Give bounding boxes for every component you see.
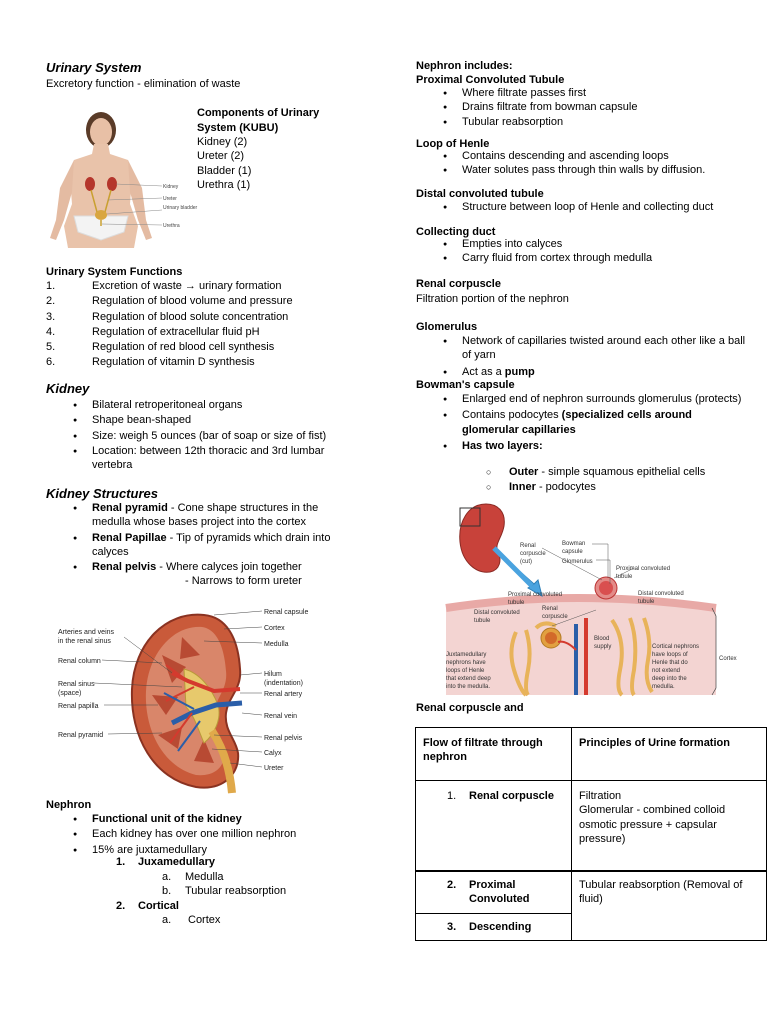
loop-heading: Loop of Henle <box>416 138 490 150</box>
label-arteries-veins-2: in the renal sinus <box>58 638 111 645</box>
nephron-sub2a-letter: a. <box>162 914 172 926</box>
list-item: ● Network of capillaries twisted around each other like a ball of yarn <box>416 334 746 363</box>
label-renal-sinus-1: Renal sinus <box>58 681 95 688</box>
list-item: ● Each kidney has over one million nephron <box>46 827 346 841</box>
loop-list <box>416 149 746 178</box>
list-item: ● Water solutes pass through thin walls by diffusion. <box>416 163 746 177</box>
label-distal-r-1: Distal convoluted <box>638 591 684 597</box>
components-heading-1: Components of Urinary <box>197 107 320 119</box>
list-item: ● 15% are juxtamedullary <box>46 843 346 857</box>
nephron-sub1: Juxamedullary <box>138 856 216 868</box>
nephron-sub2-num: 2. <box>116 900 126 912</box>
table-cell-step <box>416 913 572 940</box>
nephron-sub2: Cortical <box>138 900 179 912</box>
kidney-heading: Kidney <box>46 381 90 396</box>
list-item <box>46 531 352 560</box>
structure-term: Renal Papillae <box>92 531 167 544</box>
label-renal-pyramid: Renal pyramid <box>58 732 104 739</box>
nephron-includes: Nephron includes: <box>416 60 513 72</box>
label-juxta-4: that extend deep <box>446 676 491 682</box>
label-renal-artery: Renal artery <box>264 691 303 698</box>
layer-term: Outer <box>509 466 539 478</box>
label-calyx: Calyx <box>264 750 282 757</box>
list-item: ● Enlarged end of nephron surrounds glomerulus (protects) <box>416 392 746 406</box>
step-num: 2. <box>447 879 457 891</box>
label-renal-papilla: Renal papilla <box>58 703 99 710</box>
label-renal-corpuscle-cut-3: (cut) <box>520 559 532 565</box>
label-cortical-3: Henle that do <box>652 660 688 666</box>
label-cortical-4: not extend <box>652 668 681 674</box>
nephron-sub1b: Tubular reabsorption <box>185 885 287 897</box>
label-juxta-1: Juxtamedullary <box>446 652 487 658</box>
nephron-sub1b-letter: b. <box>162 885 172 897</box>
step-num: 1. <box>447 790 457 802</box>
label-cortical-6: medulla. <box>652 684 675 690</box>
label-cortical-5: deep into the <box>652 676 687 682</box>
bowman-layers <box>416 465 746 495</box>
label-renal-corp-2: corpuscle <box>542 614 568 620</box>
table-cell-principle <box>572 871 767 940</box>
function-item <box>46 310 346 324</box>
list-item: ● Empties into calyces <box>416 237 746 251</box>
function-text: Regulation of blood solute concentration <box>92 310 289 323</box>
list-item: ● Drains filtrate from bowman capsule <box>416 100 746 114</box>
label-cortex-figure: Cortex <box>719 656 737 662</box>
label-pct2-2: tubule <box>508 600 525 606</box>
label-ureter-kidney: Ureter <box>264 765 284 772</box>
table-row <box>416 871 767 913</box>
list-item: ● Where filtrate passes first <box>416 86 746 100</box>
kidney-bullets <box>46 398 346 472</box>
list-item <box>416 465 746 479</box>
function-text: Regulation of blood volume and pressure <box>92 295 293 308</box>
nephron-heading: Nephron <box>46 799 92 811</box>
components-heading-2: System (KUBU) <box>197 122 279 134</box>
function-num: 5. <box>46 341 56 354</box>
renal-corpuscle-and: Renal corpuscle and <box>416 702 524 714</box>
label-renal-corpuscle-cut-1: Renal <box>520 543 536 549</box>
corpuscle-heading: Renal corpuscle <box>416 278 501 290</box>
nephron-bullets <box>46 812 346 857</box>
principle-filtration: Filtration <box>579 790 622 802</box>
nephron-sub1a-letter: a. <box>162 871 172 883</box>
dct-list <box>416 200 746 214</box>
bowman-podocytes-pre: Contains podocytes <box>462 409 562 422</box>
label-kidney: Kidney <box>163 184 179 190</box>
label-renal-column: Renal column <box>58 658 101 665</box>
urinary-body-figure <box>46 108 198 250</box>
list-item: ● Shape bean-shaped <box>46 413 346 427</box>
step-num: 3. <box>447 920 457 933</box>
function-item <box>46 355 346 369</box>
function-num: 4. <box>46 325 56 338</box>
function-text: Regulation of extracellular fluid pH <box>92 325 260 338</box>
principle-glomerular: Glomerular - combined colloid osmotic pressure + capsular pressure) <box>579 804 726 845</box>
label-urethra: Urethra <box>163 223 180 229</box>
structure-term: Renal pelvis <box>92 561 157 574</box>
label-arteries-veins-1: Arteries and veins <box>58 629 115 636</box>
list-item: ● Tubular reabsorption <box>416 115 746 129</box>
bowman-podocytes: (specialized cells around glomerular capillaries <box>462 409 692 436</box>
list-item: ● Contains descending and ascending loops <box>416 149 746 163</box>
label-renal-pelvis: Renal pelvis <box>264 735 303 742</box>
label-renal-sinus-2: (space) <box>58 690 82 697</box>
label-urinary-bladder: Urinary bladder <box>163 205 198 211</box>
label-medulla: Medulla <box>264 641 289 648</box>
label-blood-1: Blood <box>594 636 610 642</box>
list-item: ● Functional unit of the kidney <box>46 812 346 826</box>
table-header-principles: Principles of Urine formation <box>572 728 767 781</box>
layer-term: Inner <box>509 481 536 494</box>
table-cell-principle <box>572 781 767 872</box>
glomerulus-heading: Glomerulus <box>416 321 478 333</box>
list-item: ● Bilateral retroperitoneal organs <box>46 398 346 412</box>
table-header-flow: Flow of filtrate through nephron <box>416 728 572 781</box>
label-distal-2: tubule <box>474 618 491 624</box>
page-title: Urinary System <box>46 60 142 75</box>
list-item <box>46 501 352 530</box>
kidney-cross-section-figure <box>54 603 344 793</box>
label-juxta-2: nephrons have <box>446 660 486 666</box>
label-cortical-1: Cortical nephrons <box>652 644 700 650</box>
function-num: 6. <box>46 356 56 369</box>
structures-heading: Kidney Structures <box>46 486 158 501</box>
function-num: 1. <box>46 280 56 292</box>
collecting-list <box>416 237 746 266</box>
nephron-figure <box>416 500 746 695</box>
function-num: 2. <box>46 295 56 308</box>
component-ureter: Ureter (2) <box>197 150 245 162</box>
principle-tubular: Tubular reabsorption (Removal of fluid) <box>579 879 743 906</box>
label-distal-1: Distal convoluted <box>474 610 520 616</box>
layer-desc: - simple squamous epithelial cells <box>538 466 706 478</box>
label-bowman-2: capsule <box>562 549 583 555</box>
glomerulus-pump: pump <box>504 365 535 378</box>
list-item <box>416 408 746 437</box>
list-item <box>416 365 746 379</box>
structure-desc: - Cone shape structures in the medulla whose bases project into the cortex <box>92 502 319 529</box>
function-text: Regulation of vitamin D synthesis <box>92 356 255 369</box>
list-item: ● Size: weigh 5 ounces (bar of soap or size of fist) <box>46 429 346 443</box>
label-bowman-1: Bowman <box>562 541 586 547</box>
function-text: Regulation of red blood cell synthesis <box>92 341 275 354</box>
label-pct-2: tubule <box>616 574 633 580</box>
structures-list <box>46 501 352 574</box>
label-hilum-1: Hilum <box>264 671 282 678</box>
function-text: Excretion of waste → urinary formation <box>92 280 282 292</box>
label-cortical-2: have loops of <box>652 652 688 658</box>
table-row <box>416 728 767 781</box>
list-item: ● Structure between loop of Henle and collecting duct <box>416 200 746 214</box>
glomerulus-list <box>416 334 746 379</box>
function-item <box>46 325 346 339</box>
step-label: Proximal Convoluted <box>469 879 530 906</box>
list-item: ● Location: between 12th thoracic and 3rd lumbar vertebra <box>46 444 346 473</box>
function-item <box>46 340 346 354</box>
bowman-list <box>416 392 746 453</box>
nephron-sub1a: Medulla <box>185 871 224 883</box>
label-cortex: Cortex <box>264 625 285 632</box>
structure-term: Renal pyramid <box>92 502 168 514</box>
functions-list <box>46 279 346 370</box>
table-row <box>416 781 767 872</box>
step-label: Descending <box>469 920 532 933</box>
component-bladder: Bladder (1) <box>197 165 252 177</box>
label-pct-1: Proximal convoluted <box>616 566 671 572</box>
label-distal-r-2: tubule <box>638 599 655 605</box>
label-renal-capsule: Renal capsule <box>264 609 309 616</box>
function-item <box>46 279 346 293</box>
dct-heading: Distal convoluted tubule <box>416 188 544 200</box>
table-cell-step <box>416 781 572 872</box>
label-hilum-2: (indentation) <box>264 680 303 687</box>
subtitle: Excretory function - elimination of waste <box>46 78 241 90</box>
corpuscle-text: Filtration portion of the nephron <box>416 293 569 305</box>
filtrate-flow-table <box>415 727 767 941</box>
layer-desc: - podocytes <box>535 481 596 494</box>
list-item <box>416 480 746 494</box>
label-renal-corp-1: Renal <box>542 606 558 612</box>
functions-heading: Urinary System Functions <box>46 266 183 278</box>
bowman-heading: Bowman's capsule <box>416 379 515 391</box>
nephron-sub1-num: 1. <box>116 856 126 868</box>
glomerulus-pump-pre: Act as a <box>462 365 505 378</box>
nephron-sub2a: Cortex <box>188 914 221 926</box>
collecting-heading: Collecting duct <box>416 226 496 238</box>
label-renal-vein: Renal vein <box>264 713 298 720</box>
structure-desc: - Tip of pyramids which drain into calyces <box>92 531 331 558</box>
component-kidney: Kidney (2) <box>197 136 248 148</box>
table-cell-step <box>416 871 572 913</box>
label-pct2-1: Proximal convoluted <box>508 592 563 598</box>
step-label: Renal corpuscle <box>469 790 554 802</box>
structures-continuation: - Narrows to form ureter <box>185 575 302 587</box>
label-glomerulus: Glomerulus <box>562 559 593 565</box>
label-juxta-5: into the medulla. <box>446 684 491 690</box>
pct-heading: Proximal Convoluted Tubule <box>416 74 565 86</box>
list-item: ● Carry fluid from cortex through medulla <box>416 251 746 265</box>
pct-list <box>416 86 746 129</box>
list-item: ● Has two layers: <box>416 439 746 453</box>
label-ureter: Ureter <box>163 196 177 202</box>
label-blood-2: supply <box>594 644 612 650</box>
function-num: 3. <box>46 310 56 323</box>
function-item <box>46 294 346 308</box>
list-item <box>46 560 352 574</box>
component-urethra: Urethra (1) <box>197 179 251 191</box>
label-renal-corpuscle-cut-2: corpuscle <box>520 551 546 557</box>
structure-desc: - Where calyces join together <box>156 561 302 574</box>
label-juxta-3: loops of Henle <box>446 668 485 674</box>
